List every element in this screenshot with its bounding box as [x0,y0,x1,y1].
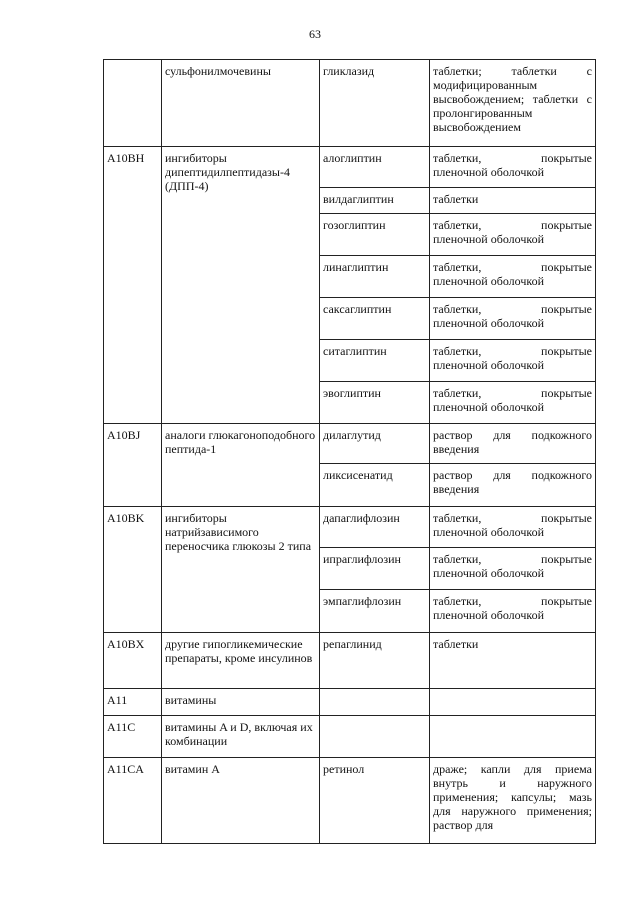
drug-name: ипраглифлозин [320,548,430,590]
dosage-form: таблетки [430,633,596,689]
drug-name [320,689,430,716]
atc-code: A11 [104,689,162,716]
drug-table [103,59,596,844]
atc-code: A11C [104,716,162,758]
group-name: аналоги глюкагоноподобного пептида-1 [162,424,320,507]
drug-name: гозоглиптин [320,214,430,256]
table-row [104,633,596,689]
drug-name [320,716,430,758]
group-name: витамины A и D, включая их комбинации [162,716,320,758]
drug-name: репаглинид [320,633,430,689]
group-name: витамин A [162,758,320,844]
group-name: другие гипогликемические препараты, кроме инсулинов [162,633,320,689]
dosage-form: таблетки, покрытые пленочной оболочкой [430,147,596,188]
group-name: ингибиторы натрийзависимого переносчика глюкозы 2 типа [162,507,320,633]
atc-code: A11CA [104,758,162,844]
drug-name: алоглиптин [320,147,430,188]
drug-name: ликсисенатид [320,464,430,507]
table-row [104,147,596,188]
table-row [104,689,596,716]
drug-name: саксаглиптин [320,298,430,340]
dosage-form: таблетки, покрытые пленочной оболочкой [430,548,596,590]
drug-name: гликлазид [320,60,430,147]
drug-name: дапаглифлозин [320,507,430,548]
dosage-form: таблетки, покрытые пленочной оболочкой [430,214,596,256]
drug-name: дилаглутид [320,424,430,464]
atc-code: A10BX [104,633,162,689]
drug-name: ретинол [320,758,430,844]
dosage-form: драже; капли для приема внутрь и наружного применения; капсулы; мазь для наружного применения; раствор для [430,758,596,844]
atc-code: A10BH [104,147,162,424]
table-row [104,758,596,844]
group-name: витамины [162,689,320,716]
table-row [104,716,596,758]
dosage-form [430,689,596,716]
table-row [104,507,596,548]
dosage-form: таблетки [430,188,596,214]
table-row [104,60,596,147]
atc-code [104,60,162,147]
dosage-form: таблетки, покрытые пленочной оболочкой [430,507,596,548]
dosage-form: таблетки, покрытые пленочной оболочкой [430,298,596,340]
drug-name: ситаглиптин [320,340,430,382]
group-name: ингибиторы дипептидилпептидазы-4 (ДПП-4) [162,147,320,424]
dosage-form: таблетки, покрытые пленочной оболочкой [430,590,596,633]
atc-code: A10BK [104,507,162,633]
group-name: сульфонилмочевины [162,60,320,147]
dosage-form: таблетки, покрытые пленочной оболочкой [430,340,596,382]
table-row [104,424,596,464]
dosage-form: раствор для подкожного введения [430,464,596,507]
drug-name: линаглиптин [320,256,430,298]
drug-name: эвоглиптин [320,382,430,424]
page-number: 63 [309,27,321,41]
drug-name: эмпаглифлозин [320,590,430,633]
dosage-form: таблетки, покрытые пленочной оболочкой [430,382,596,424]
atc-code: A10BJ [104,424,162,507]
dosage-form: раствор для подкожного введения [430,424,596,464]
dosage-form: таблетки; таблетки с модифицированным высвобождением; таблетки с пролонгированным высвобождением [430,60,596,147]
drug-name: вилдаглиптин [320,188,430,214]
dosage-form: таблетки, покрытые пленочной оболочкой [430,256,596,298]
dosage-form [430,716,596,758]
